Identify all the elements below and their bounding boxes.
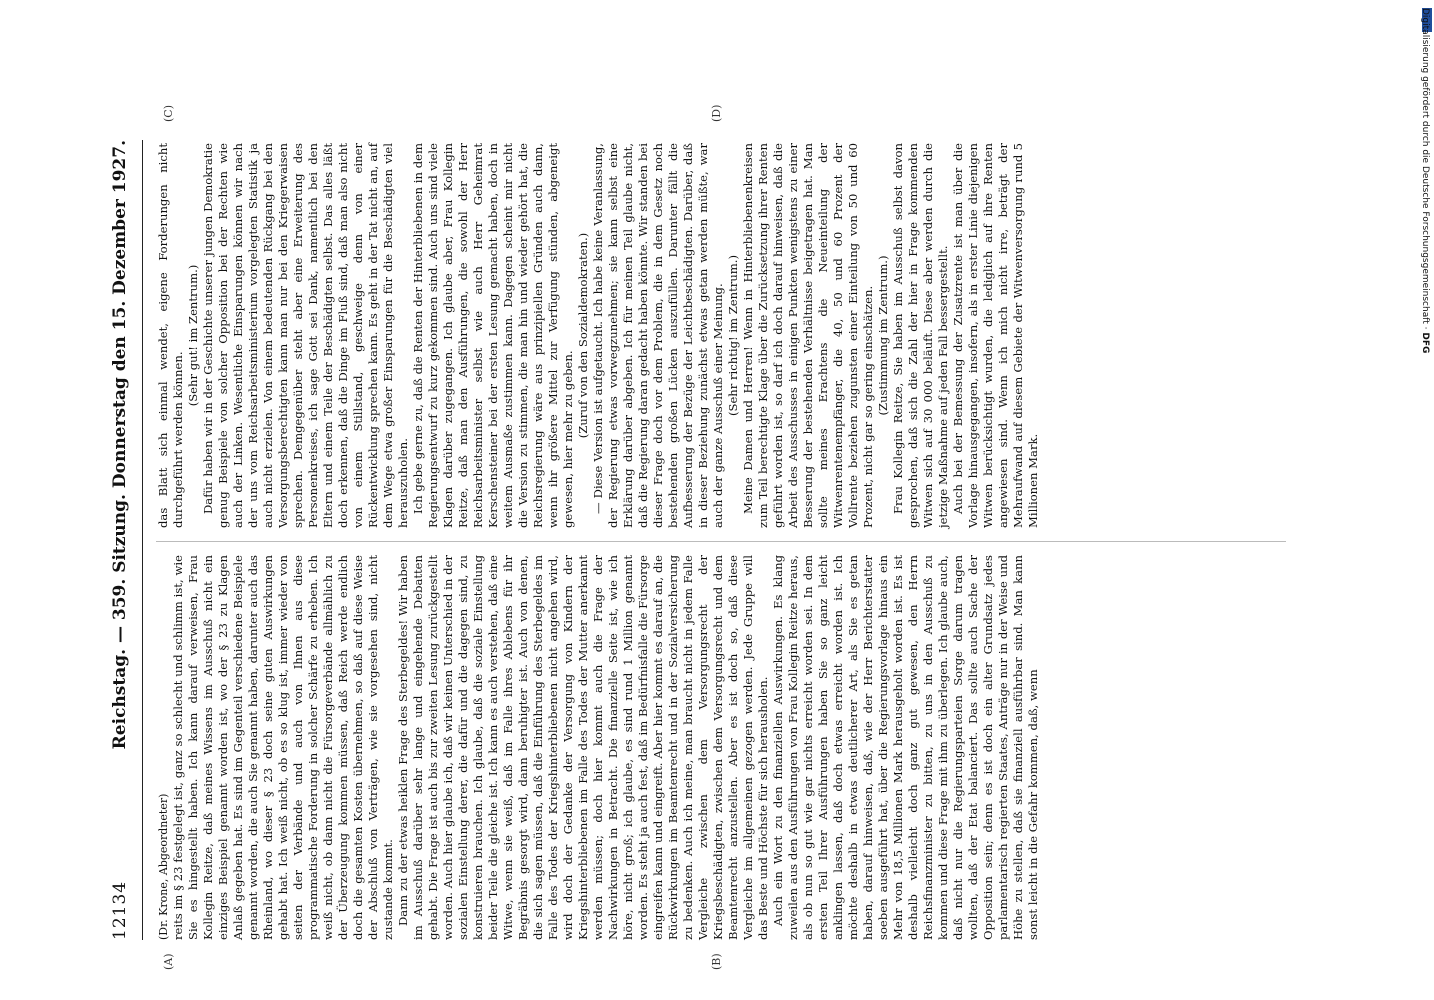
header-rule — [142, 140, 143, 940]
paragraph: Ich gebe gerne zu, daß die Renten der Hinterbliebenen in dem Regierungsentwurf zu kurz gekommen sind. Auch uns sind viele Klagen darüber zugegangen. Ich glaube aber, Frau Kollegin Reitze, daß man den Ausführungen, die sowohl der Herr Reichsarbeitsminister selbst wie auch Herr Geheimrat Kerschensteiner bei der ersten Lesung gemacht haben, doch in weitem Ausmaße zustimmen kann. Dagegen scheint mir nicht die Version zu stimmen, die man hin und wieder gehört hat, die Reichsregierung wäre aus prinzipiellen Gründen auch dann, wenn ihr größere Mittel zur Verfügung stünden, abgeneigt gewesen, hier mehr zu geben. — [411, 143, 575, 528]
interjection: (Sehr gut! im Zentrum.) — [186, 264, 200, 407]
credit-logo-text: DFG — [1420, 332, 1430, 354]
page-content — [90, 60, 1370, 970]
funding-credit-text: Digitalisierung gefördert durch die Deutsche Forschungsgemeinschaft · DFG — [1420, 8, 1430, 354]
funding-credit — [1418, 8, 1432, 988]
paragraph: Auch ein Wort zu den finanziellen Auswirkungen. Es klang zuweilen aus den Ausführungen von Frau Kollegin Reitze heraus, als ob nun so gut wie gar nichts erreicht worden sei. In dem ersten Teil Ihrer Ausführungen haben Sie so ganz leicht anklingen lassen, daß doch etwas erreicht worden ist. Ich möchte deshalb in etwas deutlicherer Art, als Sie es getan haben, darauf hinweisen, daß, wie der Herr Berichterstatter soeben ausgeführt hat, über die Regierungsvorlage hinaus ein Mehr von 18,5 Millionen Mark herausgeholt worden ist. Es ist deshalb vielleicht doch ganz gut gewesen, den Herrn Reichsfinanzminister zu bitten, zu uns in den Ausschuß zu kommen und diese Frage mit ihm zu überlegen. Ich glaube auch, daß nicht nur die Regierungsparteien Sorge darum tragen wollten, daß der Etat balanciert. Das sollte auch Sache der Opposition sein; denn es ist doch ein alter Grundsatz jedes parlamentarisch regierten Staates, Anträge nur in der Weise und Höhe zu stellen, daß sie finanziell ausführbar sind. Man kann sonst leicht in die Gefahr kommen, daß, wenn — [771, 555, 1040, 940]
left-column — [156, 555, 1041, 940]
right-column — [156, 143, 1041, 528]
credit-text: Digitalisierung gefördert durch die Deutsche Forschungsgemeinschaft — [1420, 8, 1430, 324]
page-header — [110, 140, 138, 940]
paragraph: Meine Damen und Herren! Wenn in Hinterbliebenenkreisen zum Teil berechtigte Klage über die Zurücksetzung ihrer Renten geführt worden ist, so darf ich doch darauf hinweisen, daß die Arbeit des Ausschusses in einigen Punkten wenigstens zu einer Besserung der bestehenden Verhältnisse beigetragen hat. Man sollte meines Erachtens die Neueinteilung der Witwenrentenempfänger, die 40, 50 und 60 Prozent der Vollrente beziehen zugunsten einer Einteilung von 50 und 60 Prozent, nicht gar so gering einschätzen. — [741, 143, 875, 528]
margin-marker-d: (D) — [710, 104, 723, 122]
speaker-line: (Dr. Krone, Abgeordneter) — [157, 793, 170, 940]
paragraph: Dafür haben wir in der Geschichte unserer jungen Demokratie genug Beispiele von solcher Opposition bei der Rechten wie auch der Linken. Wesentliche Einsparungen können wir nach der uns vom Reichsarbeitsministerium vorgelegten Statistik ja auch nicht erzielen. Von einem bedeutenden Rückgang bei den Versorgungsberechtigten kann man nur bei den Kriegerwaisen sprechen. Demgegenüber steht aber eine Erweiterung des Personenkreises, ich sage Gott sei Dank, namentlich bei den Eltern und einem Teile der Beschädigten selbst. Das alles läßt doch erkennen, daß die Dinge im Fluß sind, daß man also nicht von einem Stillstand, geschweige denn von einer Rückentwicklung sprechen kann. Es geht in der Tat nicht an, auf dem Wege etwa großer Einsparungen für die Beschädigten viel herauszuholen. — [201, 143, 410, 528]
margin-marker-c: (C) — [162, 105, 175, 122]
paragraph: reits im § 23 festgelegt ist, ganz so schlecht und schlimm ist, wie Sie es hingestellt haben. Ich kann darauf verweisen, Frau Kollegin Reitze, daß meines Wissens im Ausschuß nicht ein einziges Beispiel genannt worden ist, wo der § 23 zu Klagen Anlaß gegeben hat. Es sind im Gegenteil verschiedene Beispiele genannt worden, die auch Sie genannt haben, darunter auch das Rheinland, wo dieser § 23 doch seine guten Auswirkungen gehabt hat. Ich weiß nicht, ob es so klug ist, immer wieder von seiten der Verbände und auch von Ihnen aus diese programmatische Forderung in solcher Schärfe zu erheben. Ich weiß nicht, ob dann nicht die Fürsorgeverbände allmählich zu der Überzeugung kommen müssen, daß Reich werde endlich doch die gesamten Kosten übernehmen, so daß auf diese Weise der Abschluß von Verträgen, wie sie vorgesehen sind, nicht zustande kommt. — [171, 555, 395, 940]
column-divider — [156, 541, 1286, 542]
interjection: (Zustimmung im Zentrum.) — [876, 255, 890, 416]
paragraph: das Blatt sich einmal wendet, eigene Forderungen nicht durchgeführt werden können. — [156, 143, 185, 528]
page-number: 12134 — [110, 880, 130, 940]
margin-marker-b: (B) — [710, 953, 723, 970]
interjection: (Sehr richtig! im Zentrum.) — [726, 255, 740, 417]
margin-marker-a: (A) — [162, 953, 175, 970]
page-title: Reichstag. — 359. Sitzung. Donnerstag den 15. Dezember 1927. — [110, 140, 130, 750]
interjection: (Zuruf von den Sozialdemokraten.) — [576, 232, 590, 439]
paragraph: — Diese Version ist aufgetaucht. Ich habe keine Veranlassung, der Regierung etwas vorwegzunehmen; sie kann selbst eine Erklärung darüber abgeben. Ich für meinen Teil glaube nicht, daß die Regierung daran gedacht haben könnte. Wir standen bei dieser Frage doch vor dem Problem, die in dem Gesetz noch bestehenden großen Lücken auszufüllen. Darunter fällt die Aufbesserung der Bezüge der Leichtbeschädigten. Darüber, daß in dieser Beziehung zunächst etwas getan werden müßte, war auch der ganze Ausschuß einer Meinung. — [591, 143, 725, 528]
paragraph: Auch bei der Bemessung der Zusatzrente ist man über die Vorlage hinausgegangen, insofern, als in erster Linie diejenigen Witwen berücksichtigt wurden, die lediglich auf ihre Renten angewiesen sind. Wenn ich mich nicht irre, beträgt der Mehraufwand auf diesem Gebiete der Witwenversorgung rund 5 Millionen Mark. — [951, 143, 1040, 528]
paragraph: Dann zu der etwas heiklen Frage des Sterbegeldes! Wir haben im Ausschuß darüber sehr lange und eingehende Debatten gehabt. Die Frage ist auch bis zur zweiten Lesung zurückgestellt worden. Auch hier glaube ich, daß wir keinen Unterschied in der sozialen Einstellung derer, die dafür und die dagegen sind, zu konstruieren brauchen. Ich glaube, daß die soziale Einstellung beider Teile die gleiche ist. Ich kann es auch verstehen, daß eine Witwe, wenn sie weiß, daß im Falle ihres Ablebens für ihr Begräbnis gesorgt wird, dann beruhigter ist. Auch von denen, die sich sagen müssen, daß die Einführung des Sterbegeldes im Falle des Todes der Kriegshinterbliebenen nicht angehen wird, wird doch der Gedanke der Versorgung von Kindern der Kriegshinterbliebenen im Falle des Todes der Mutter anerkannt werden müssen; doch hier kommt auch die Frage der Nachwirkungen in Betracht. Die finanzielle Seite ist, wie ich höre, nicht groß; ich glaube, es sind rund 1 Million genannt worden. Es steht ja auch fest, daß im Bedürfnisfalle die Fürsorge eingreifen kann und eingreift. Aber hier kommt es darauf an, die Rückwirkungen im Beamtenrecht und in der Sozialversicherung zu bedenken. Auch ich meine, man braucht nicht in jedem Falle Vergleiche zwischen dem Versorgungsrecht der Kriegsbeschädigten, zwischen dem Versorgungsrecht und dem Beamtenrecht anzustellen. Aber es ist doch so, daß diese Vergleiche im allgemeinen gezogen werden. Jede Gruppe will das Beste und Höchste für sich herausholen. — [396, 555, 770, 940]
paragraph: Frau Kollegin Reitze, Sie haben im Ausschuß selbst davon gesprochen, daß sich die Zahl der hier in Frage kommenden Witwen sich auf 30 000 beläuft. Diese aber werden durch die jetzige Maßnahme auf jeden Fall bessergestellt. — [891, 143, 950, 528]
